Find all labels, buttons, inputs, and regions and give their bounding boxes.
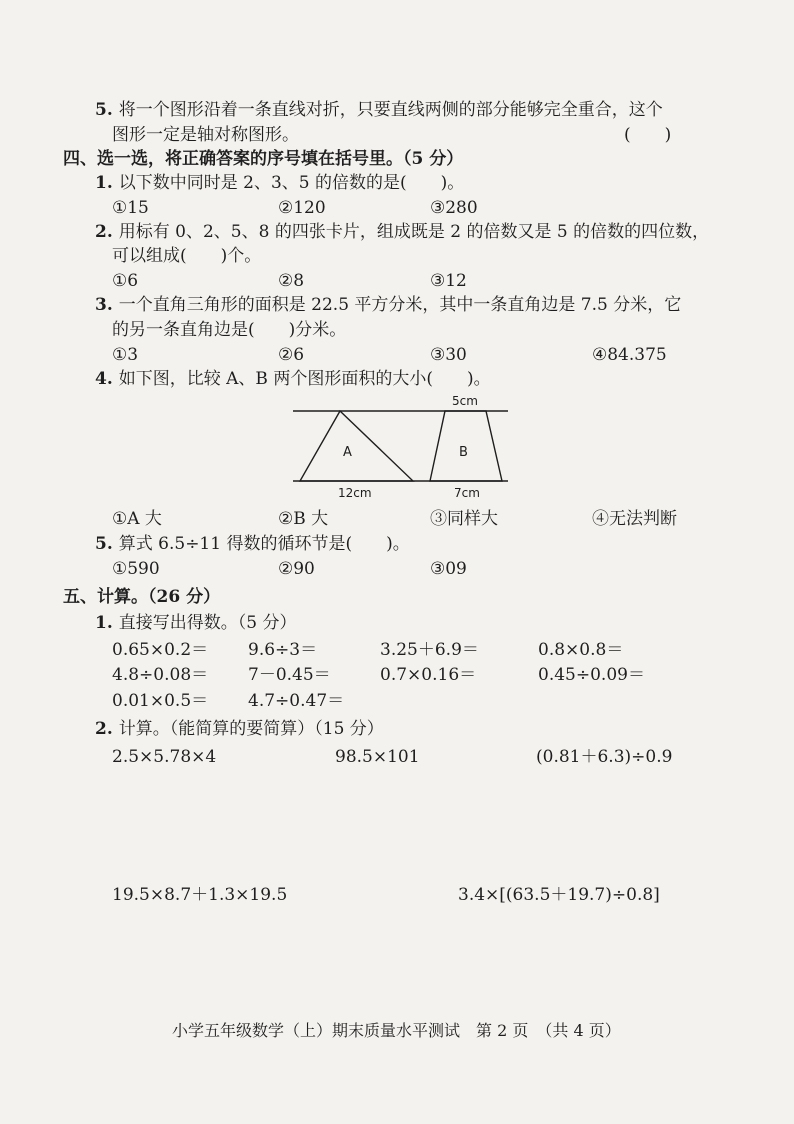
bottom-base-b-label: 7cm (454, 486, 480, 500)
option: ②B 大 (278, 509, 329, 529)
question-number: 2. (95, 222, 113, 242)
choice-question-5 (95, 533, 410, 555)
oral-calc-item: 0.8×0.8＝ (538, 640, 624, 660)
section-4-title: 四、选一选，将正确答案的序号填在括号里。（5 分） (63, 149, 464, 169)
calc-expression: 19.5×8.7＋1.3×19.5 (112, 885, 288, 905)
oral-calc-item: 4.8÷0.08＝ (112, 665, 209, 685)
option: ③12 (430, 271, 467, 291)
option: ③280 (430, 198, 478, 218)
question-text: 以下数中同时是 2、3、5 的倍数的是( )。 (118, 173, 465, 193)
option: ③09 (430, 559, 467, 579)
question-number: 1. (95, 173, 113, 193)
calc-expression: 3.4×[(63.5＋19.7)÷0.8] (458, 885, 660, 905)
question-text: 将一个图形沿着一条直线对折，只要直线两侧的部分能够完全重合，这个 (118, 100, 663, 120)
shape-a-label: A (343, 445, 352, 460)
question-text: 直接写出得数。（5 分） (118, 613, 297, 633)
question-text-line2: 的另一条直角边是( )分米。 (112, 320, 347, 340)
question-text: 算式 6.5÷11 得数的循环节是( )。 (118, 534, 410, 554)
question-number: 2. (95, 719, 113, 739)
option: ④84.375 (592, 345, 667, 365)
oral-calc-item: 7－0.45＝ (248, 665, 331, 685)
question-text: 如下图，比较 A、B 两个图形面积的大小( )。 (118, 369, 491, 389)
section-5-title: 五、计算。（26 分） (63, 587, 221, 607)
option: ③30 (430, 345, 467, 365)
question-text: 用标有 0、2、5、8 的四张卡片，组成既是 2 的倍数又是 5 的倍数的四位数， (118, 222, 710, 242)
question-number: 4. (95, 369, 113, 389)
judge-question-5-line2: 图形一定是轴对称图形。 (112, 125, 299, 145)
option: ①A 大 (112, 509, 162, 529)
question-text-line2: 可以组成( )个。 (112, 246, 262, 266)
page-footer: 小学五年级数学（上）期末质量水平测试 第 2 页 （共 4 页） (172, 1021, 621, 1040)
question-text: 计算。（能简算的要简算）（15 分） (118, 719, 384, 739)
oral-calc-item: 0.01×0.5＝ (112, 691, 209, 711)
oral-calc-item: 3.25＋6.9＝ (380, 640, 479, 660)
answer-paren: ( ) (624, 125, 672, 145)
shape-b-label: B (459, 445, 468, 460)
option: ③同样大 (430, 509, 498, 529)
top-base-label: 5cm (452, 394, 478, 408)
calc-question-1 (95, 612, 296, 634)
question-text: 一个直角三角形的面积是 22.5 平方分米，其中一条直角边是 7.5 分米，它 (118, 295, 682, 315)
oral-calc-item: 4.7÷0.47＝ (248, 691, 345, 711)
oral-calc-item: 9.6÷3＝ (248, 640, 318, 660)
option: ①3 (112, 345, 139, 365)
question-number: 1. (95, 613, 113, 633)
oral-calc-item: 0.65×0.2＝ (112, 640, 209, 660)
question-number: 3. (95, 295, 113, 315)
calc-expression: 98.5×101 (335, 747, 420, 767)
option: ②8 (278, 271, 305, 291)
option: ①6 (112, 271, 139, 291)
option: ②6 (278, 345, 305, 365)
option: ④无法判断 (592, 509, 677, 529)
calc-expression: (0.81＋6.3)÷0.9 (536, 747, 673, 767)
option: ①15 (112, 198, 149, 218)
question-number: 5. (95, 100, 113, 120)
calc-question-2 (95, 718, 384, 740)
bottom-base-a-label: 12cm (338, 486, 372, 500)
option: ①590 (112, 559, 160, 579)
oral-calc-item: 0.7×0.16＝ (380, 665, 477, 685)
option: ②120 (278, 198, 326, 218)
calc-expression: 2.5×5.78×4 (112, 747, 217, 767)
question-number: 5. (95, 534, 113, 554)
triangle-a (300, 411, 413, 481)
oral-calc-item: 0.45÷0.09＝ (538, 665, 645, 685)
option: ②90 (278, 559, 315, 579)
